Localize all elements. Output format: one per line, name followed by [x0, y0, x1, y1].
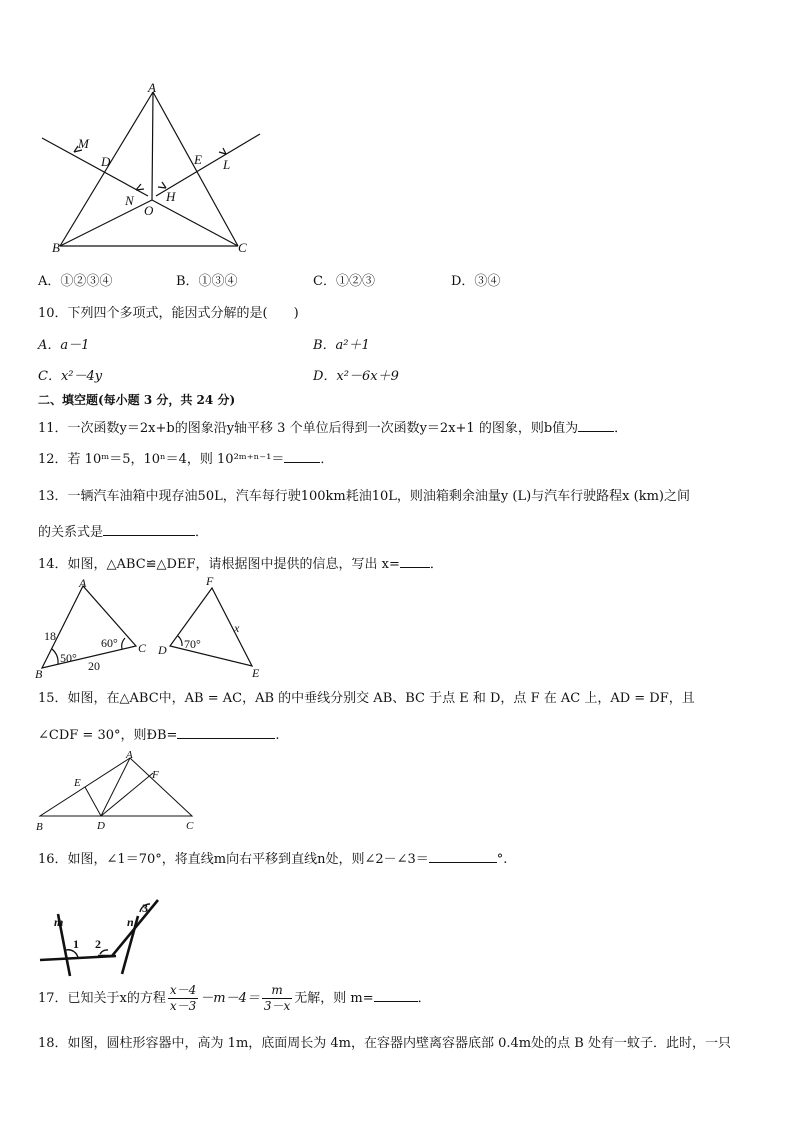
q14-answer-blank[interactable]	[400, 555, 430, 568]
segment-df	[101, 773, 153, 816]
fig16-angle-3: 3	[142, 901, 148, 915]
arrow-H	[158, 182, 166, 188]
triangle-abc	[42, 586, 136, 668]
fig14-label-e: E	[252, 666, 260, 680]
fig15-label-d: D	[97, 820, 105, 832]
label-M: M	[78, 136, 89, 151]
q17-fraction-2	[262, 983, 292, 1014]
q11	[38, 417, 627, 436]
q17-end: ．	[417, 991, 431, 1006]
triangle-def	[170, 588, 252, 666]
q10-option-d: D．x²－6x＋9	[313, 369, 399, 384]
label-D: D	[101, 154, 111, 169]
q16-end: °.	[496, 852, 508, 867]
angle-mark-b	[52, 649, 58, 664]
q14-text: 14．如图，△ABC≌△DEF，请根据图中提供的信息，写出 x=	[38, 557, 400, 572]
ray-LH	[156, 134, 260, 196]
fig15-label-c: C	[186, 820, 194, 832]
fig15-label-e: E	[74, 777, 81, 789]
q13-end: ．	[195, 525, 209, 540]
fig14-label-f: F	[206, 574, 214, 588]
q15-figure	[30, 750, 210, 834]
q15-answer-blank[interactable]	[177, 726, 275, 739]
fig15-label-f: F	[152, 769, 159, 781]
q17-f1-numerator: x－4	[169, 983, 197, 997]
q15-line2-text: ∠CDF = 30°，则ÐB=	[38, 728, 178, 743]
label-C: C	[238, 240, 247, 255]
q17-answer-blank[interactable]	[374, 989, 418, 1002]
fig14-angle-60: 60°	[101, 636, 118, 650]
q12	[38, 448, 333, 467]
fig15-label-b: B	[36, 821, 43, 833]
label-N: N	[125, 193, 134, 208]
fig14-angle-50: 50°	[60, 651, 77, 665]
q13-line1: 13．一辆汽车油箱中现存油50L，汽车每行驶100km耗油10L，则油箱剩余油量y (L)与汽车行驶路程x (km)之间	[38, 489, 690, 504]
q16-figure	[36, 890, 176, 980]
fig14-label-c: C	[138, 641, 147, 655]
label-E: E	[194, 152, 202, 167]
fig16-label-m: m	[54, 915, 64, 929]
q17-f2-numerator: m	[262, 983, 292, 999]
q12-answer-blank[interactable]	[284, 450, 320, 463]
label-A: A	[148, 80, 156, 95]
q15-end: .	[275, 728, 280, 743]
q10-option-b: B．a²＋1	[313, 338, 370, 353]
q17-fraction-1	[168, 983, 198, 1014]
q16-text: 16．如图，∠1＝70°，将直线m向右平移到直线n处，则∠2－∠3＝	[38, 852, 429, 867]
q9-figure	[30, 80, 270, 260]
segment-ed	[85, 787, 101, 816]
fig14-label-b: B	[35, 667, 43, 681]
q15-line1: 15．如图，在△ABC中，AB = AC，AB 的中垂线分别交 AB、BC 于点 E 和 D，点 F 在 AC 上，AD = DF，且	[38, 691, 695, 706]
segment-AO	[152, 92, 153, 200]
q11-answer-blank[interactable]	[578, 419, 614, 432]
fig14-side-18: 18	[44, 629, 56, 643]
angle-mark-d	[178, 636, 182, 646]
arrow-N	[136, 184, 144, 190]
arrow-L	[219, 148, 226, 154]
q18-line1: 18．如图，圆柱形容器中，高为 1m，底面周长为 4m，在容器内壁离容器底部 0.4m处的点 B 处有一蚊子．此时，一只	[38, 1036, 731, 1051]
q17-f1-denominator: x－3	[169, 999, 197, 1013]
q9-option-c: C．①②③	[313, 274, 375, 289]
q14-end: ．	[429, 557, 443, 572]
angle-mark-c	[122, 638, 125, 649]
q17-mid: －m－4＝	[200, 991, 260, 1006]
q9-option-a: A．①②③④	[38, 274, 113, 289]
fig14-side-x: x	[234, 621, 240, 635]
q13-answer-blank[interactable]	[103, 523, 195, 536]
q10-option-c: C．x²－4y	[38, 369, 103, 384]
q14	[38, 553, 443, 572]
q12-end: ．	[320, 452, 334, 467]
fig16-angle-2: 2	[95, 937, 101, 951]
fig14-label-a: A	[79, 576, 87, 590]
angle-arc-2	[100, 950, 108, 954]
q10-stem: 10．下列四个多项式，能因式分解的是( )	[38, 306, 299, 321]
q13-line2	[38, 521, 208, 540]
q9-option-b: B．①③④	[176, 274, 238, 289]
q11-end: ．	[614, 421, 628, 436]
fig14-side-20: 20	[88, 659, 100, 673]
q17-post: 无解，则 m=	[294, 991, 374, 1006]
label-B: B	[52, 240, 60, 255]
label-L: L	[223, 157, 231, 172]
q12-text: 12．若 10ᵐ＝5，10ⁿ＝4，则 10²ᵐ⁺ⁿ⁻¹＝	[38, 452, 285, 467]
q13-line2-text: 的关系式是	[38, 525, 104, 540]
q16	[38, 848, 507, 867]
q15-line2	[38, 724, 280, 743]
q11-text: 11．一次函数y＝2x+b的图象沿y轴平移 3 个单位后得到一次函数y＝2x+1 的图象，则b值为	[38, 421, 579, 436]
fig14-label-d: D	[158, 643, 167, 657]
q16-answer-blank[interactable]	[429, 850, 497, 863]
q17	[38, 983, 431, 1015]
fig14-angle-70: 70°	[184, 637, 201, 651]
section-title-fill-blank: 二、填空题(每小题 3 分，共 24 分)	[38, 393, 236, 407]
q10-option-a: A．a－1	[38, 338, 90, 353]
label-H: H	[166, 189, 176, 204]
q9-option-d: D．③④	[451, 274, 501, 289]
fig16-angle-1: 1	[73, 937, 79, 951]
fig15-label-a: A	[126, 750, 133, 761]
q17-f2-denominator: 3－x	[263, 999, 291, 1013]
label-O: O	[144, 203, 154, 218]
q14-figure	[30, 574, 270, 682]
fig16-label-n: n	[127, 915, 134, 929]
q17-pre: 17．已知关于x的方程	[38, 991, 166, 1006]
segment-ad	[101, 758, 130, 816]
